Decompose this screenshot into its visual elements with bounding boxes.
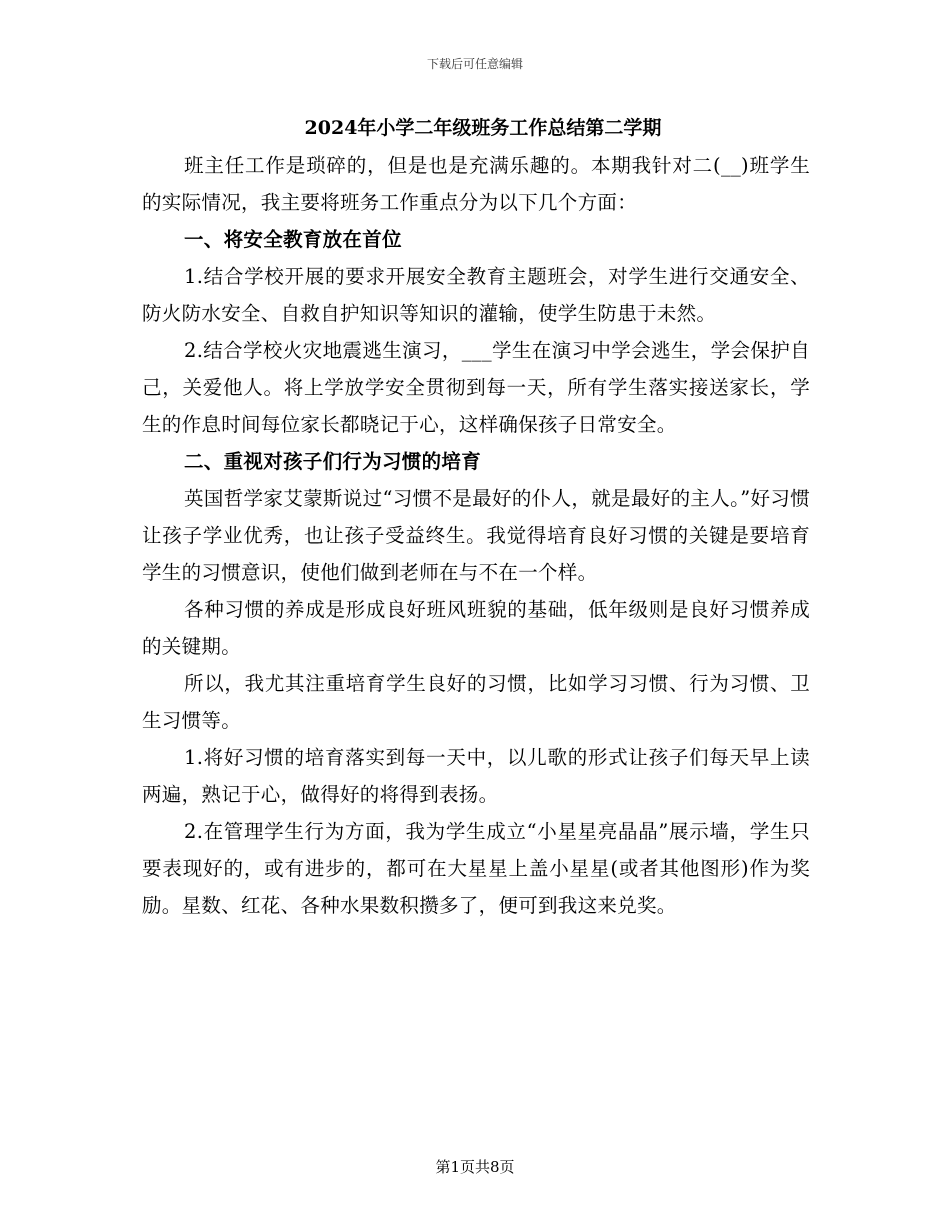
paragraph-habits-focus: 所以，我尤其注重培育学生良好的习惯，比如学习习惯、行为习惯、卫生习惯等。	[142, 672, 810, 732]
section-heading-safety: 一、将安全教育放在首位	[184, 228, 402, 251]
document-body	[142, 113, 810, 924]
paragraph-safety-1: 1.结合学校开展的要求开展安全教育主题班会，对学生进行交通安全、防火防水安全、自救自护知识等知识的灌输，使学生防患于未然。	[142, 265, 810, 325]
paragraph-habits-2: 2.在管理学生行为方面，我为学生成立“小星星亮晶晶”展示墙，学生只要表现好的，或有进步的，都可在大星星上盖小星星(或者其他图形)作为奖励。星数、红花、各种水果数积攒多了，便可到我这来兑奖。	[142, 820, 810, 917]
paragraph-safety-2: 2.结合学校火灾地震逃生演习，___学生在演习中学会逃生，学会保护自己，关爱他人。将上学放学安全贯彻到每一天，所有学生落实接送家长，学生的作息时间每位家长都晓记于心，这样确保孩子日常安全。	[142, 339, 810, 436]
header-note: 下载后可任意编辑	[426, 57, 523, 71]
document-title: 2024年小学二年级班务工作总结第二学期	[304, 117, 662, 139]
section-heading-habits: 二、重视对孩子们行为习惯的培育	[184, 450, 482, 473]
page-footer: 第1页共8页	[435, 1158, 515, 1176]
paragraph-intro: 班主任工作是琐碎的，但是也是充满乐趣的。本期我针对二(__)班学生的实际情况，我主要将班务工作重点分为以下几个方面：	[142, 154, 810, 214]
paragraph-habits-foundation: 各种习惯的养成是形成良好班风班貌的基础，低年级则是良好习惯养成的关键期。	[142, 598, 810, 658]
paragraph-habits-quote: 英国哲学家艾蒙斯说过“习惯不是最好的仆人，就是最好的主人。”好习惯让孩子学业优秀，也让孩子受益终生。我觉得培育良好习惯的关键是要培育学生的习惯意识，使他们做到老师在与不在一个样。	[142, 487, 810, 584]
paragraph-habits-1: 1.将好习惯的培育落实到每一天中，以儿歌的形式让孩子们每天早上读两遍，熟记于心，做得好的将得到表扬。	[142, 746, 810, 806]
